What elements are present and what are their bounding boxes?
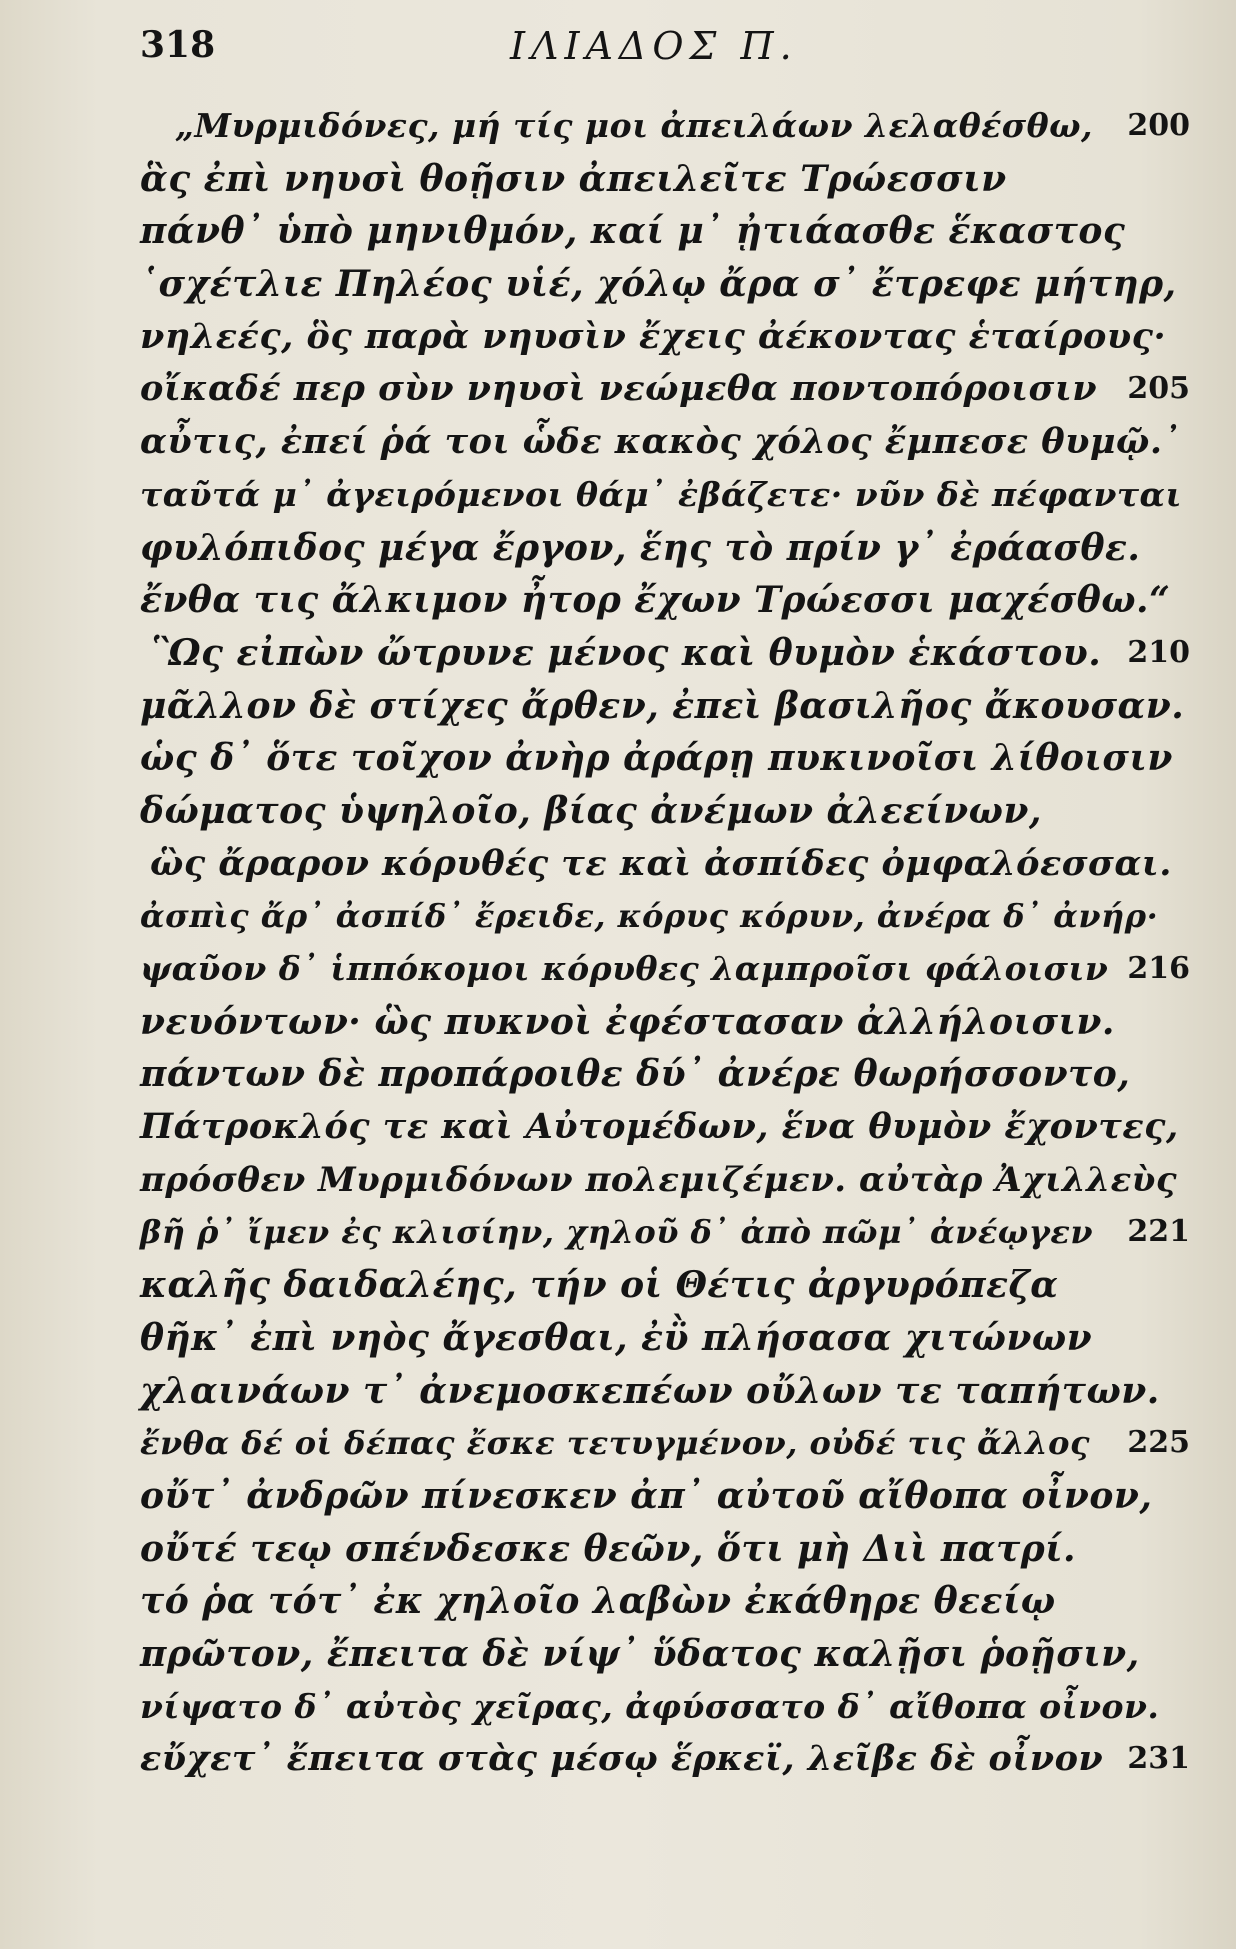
verse-text: βῆ ῥ᾽ ἴμεν ἐς κλισίην, χηλοῦ δ᾽ ἀπὸ πῶμ᾽ ἀνέῳγεν <box>140 1213 1094 1252</box>
verse-text: πάνθ᾽ ὑπὸ μηνιθμόν, καί μ᾽ ᾐτιάασθε ἕκαστος <box>140 210 1126 253</box>
verse-text: ἀσπὶς ἄρ᾽ ἀσπίδ᾽ ἔρειδε, κόρυς κόρυν, ἀνέρα δ᾽ ἀνήρ· <box>140 897 1159 936</box>
verse-line <box>130 1523 1190 1576</box>
verse-text: πάντων δὲ προπάροιθε δύ᾽ ἀνέρε θωρήσσοντο, <box>140 1053 1131 1096</box>
line-number: 205 <box>1127 371 1190 407</box>
verse-line <box>130 1101 1190 1154</box>
verse-line <box>130 838 1190 891</box>
verse-block <box>130 100 1190 1786</box>
verse-line <box>130 680 1190 733</box>
verse-text: αὖτις, ἐπεί ῥά τοι ὧδε κακὸς χόλος ἔμπεσε θυμῷ.᾽ <box>140 421 1181 463</box>
verse-text: θῆκ᾽ ἐπὶ νηὸς ἄγεσθαι, ἐῢ πλήσασα χιτώνων <box>140 1316 1093 1359</box>
verse-text: καλῆς δαιδαλέης, τήν οἱ Θέτις ἀργυρόπεζα <box>140 1264 1059 1307</box>
verse-text: νευόντων· ὣς πυκνοὶ ἐφέστασαν ἀλλήλοισιν. <box>140 1000 1115 1043</box>
verse-line <box>130 943 1190 996</box>
verse-text: ἔνθα τις ἄλκιμον ἦτορ ἔχων Τρώεσσι μαχέσθω.“ <box>140 579 1171 622</box>
verse-line <box>130 1681 1190 1734</box>
verse-line <box>130 363 1190 416</box>
verse-line <box>130 1206 1190 1259</box>
running-title: ΙΛΙΑΔΟΣ Π. <box>510 24 798 68</box>
verse-text: ὣς ἄραρον κόρυθές τε καὶ ἀσπίδες ὀμφαλόεσσαι. <box>150 842 1172 884</box>
verse-line <box>130 996 1190 1049</box>
verse-text: τό ῥα τότ᾽ ἐκ χηλοῖο λαβὼν ἐκάθηρε θεείῳ <box>140 1580 1056 1623</box>
verse-line <box>130 574 1190 627</box>
verse-line <box>130 1628 1190 1681</box>
verse-line <box>130 1470 1190 1523</box>
verse-text: Πάτροκλός τε καὶ Αὐτομέδων, ἕνα θυμὸν ἔχοντες, <box>140 1106 1179 1148</box>
verse-line <box>130 205 1190 258</box>
line-number: 216 <box>1127 951 1190 986</box>
verse-text: νηλεές, ὃς παρὰ νηυσὶν ἔχεις ἀέκοντας ἑταίρους· <box>140 315 1167 357</box>
verse-text: πρόσθεν Μυρμιδόνων πολεμιζέμεν. αὐτὰρ Ἀχιλλεὺς <box>140 1159 1178 1200</box>
verse-line <box>130 258 1190 311</box>
line-number: 200 <box>1127 108 1190 143</box>
verse-line <box>130 785 1190 838</box>
verse-text: „Μυρμιδόνες, μή τίς μοι ἀπειλάων λελαθέσθω, <box>175 106 1094 145</box>
verse-line <box>130 153 1190 206</box>
verse-line <box>130 1259 1190 1312</box>
verse-text: νίψατο δ᾽ αὐτὸς χεῖρας, ἀφύσσατο δ᾽ αἴθοπα οἶνον. <box>140 1686 1160 1726</box>
verse-text: φυλόπιδος μέγα ἔργον, ἕης τὸ πρίν γ᾽ ἐράασθε. <box>140 526 1141 569</box>
verse-line <box>130 1733 1190 1786</box>
verse-line <box>130 416 1190 469</box>
verse-line <box>130 1312 1190 1365</box>
verse-line <box>130 627 1190 680</box>
line-number: 210 <box>1127 634 1190 670</box>
verse-line <box>130 1417 1190 1470</box>
verse-line <box>130 100 1190 153</box>
verse-text: ῝Ως εἰπὼν ὤτρυνε μένος καὶ θυμὸν ἑκάστου. <box>150 631 1102 674</box>
verse-text: οὔτέ τεῳ σπένδεσκε θεῶν, ὅτι μὴ Διὶ πατρί. <box>140 1527 1077 1570</box>
line-number: 221 <box>1127 1214 1190 1250</box>
line-number: 225 <box>1127 1425 1190 1461</box>
verse-text: ταῦτά μ᾽ ἀγειρόμενοι θάμ᾽ ἐβάζετε· νῦν δὲ πέφανται <box>140 474 1182 514</box>
verse-text: χλαινάων τ᾽ ἀνεμοσκεπέων οὔλων τε ταπήτων. <box>140 1369 1160 1412</box>
verse-line <box>130 890 1190 943</box>
verse-text: ἃς ἐπὶ νηυσὶ θοῇσιν ἀπειλεῖτε Τρώεσσιν <box>140 157 1007 200</box>
verse-line <box>130 732 1190 785</box>
verse-line <box>130 1365 1190 1418</box>
verse-line <box>130 1154 1190 1207</box>
verse-text: εὔχετ᾽ ἔπειτα στὰς μέσῳ ἕρκεϊ, λεῖβε δὲ οἶνον <box>140 1738 1104 1780</box>
verse-line <box>130 522 1190 575</box>
page-number: 318 <box>140 24 216 66</box>
verse-text: πρῶτον, ἔπειτα δὲ νίψ᾽ ὕδατος καλῇσι ῥοῇσιν, <box>140 1632 1140 1675</box>
verse-text: ῾σχέτλιε Πηλέος υἱέ, χόλῳ ἄρα σ᾽ ἔτρεφε μήτηρ, <box>140 263 1177 306</box>
verse-line <box>130 311 1190 364</box>
verse-text: δώματος ὑψηλοῖο, βίας ἀνέμων ἀλεείνων, <box>140 789 1042 832</box>
verse-line <box>130 1575 1190 1628</box>
verse-text: ἔνθα δέ οἱ δέπας ἔσκε τετυγμένον, οὐδέ τις ἄλλος <box>140 1424 1090 1463</box>
verse-text: ψαῦον δ᾽ ἱππόκομοι κόρυθες λαμπροῖσι φάλοισιν <box>140 949 1109 988</box>
verse-text: μᾶλλον δὲ στίχες ἄρθεν, ἐπεὶ βασιλῆος ἄκουσαν. <box>140 684 1185 727</box>
verse-text: ὡς δ᾽ ὅτε τοῖχον ἀνὴρ ἀράρῃ πυκινοῖσι λίθοισιν <box>140 737 1173 780</box>
page-header <box>140 18 1140 78</box>
line-number: 231 <box>1127 1741 1190 1777</box>
verse-text: οἴκαδέ περ σὺν νηυσὶ νεώμεθα ποντοπόροισιν <box>140 368 1098 410</box>
verse-line <box>130 469 1190 522</box>
verse-text: οὔτ᾽ ἀνδρῶν πίνεσκεν ἀπ᾽ αὐτοῦ αἴθοπα οἶνον, <box>140 1474 1153 1517</box>
verse-line <box>130 1048 1190 1101</box>
